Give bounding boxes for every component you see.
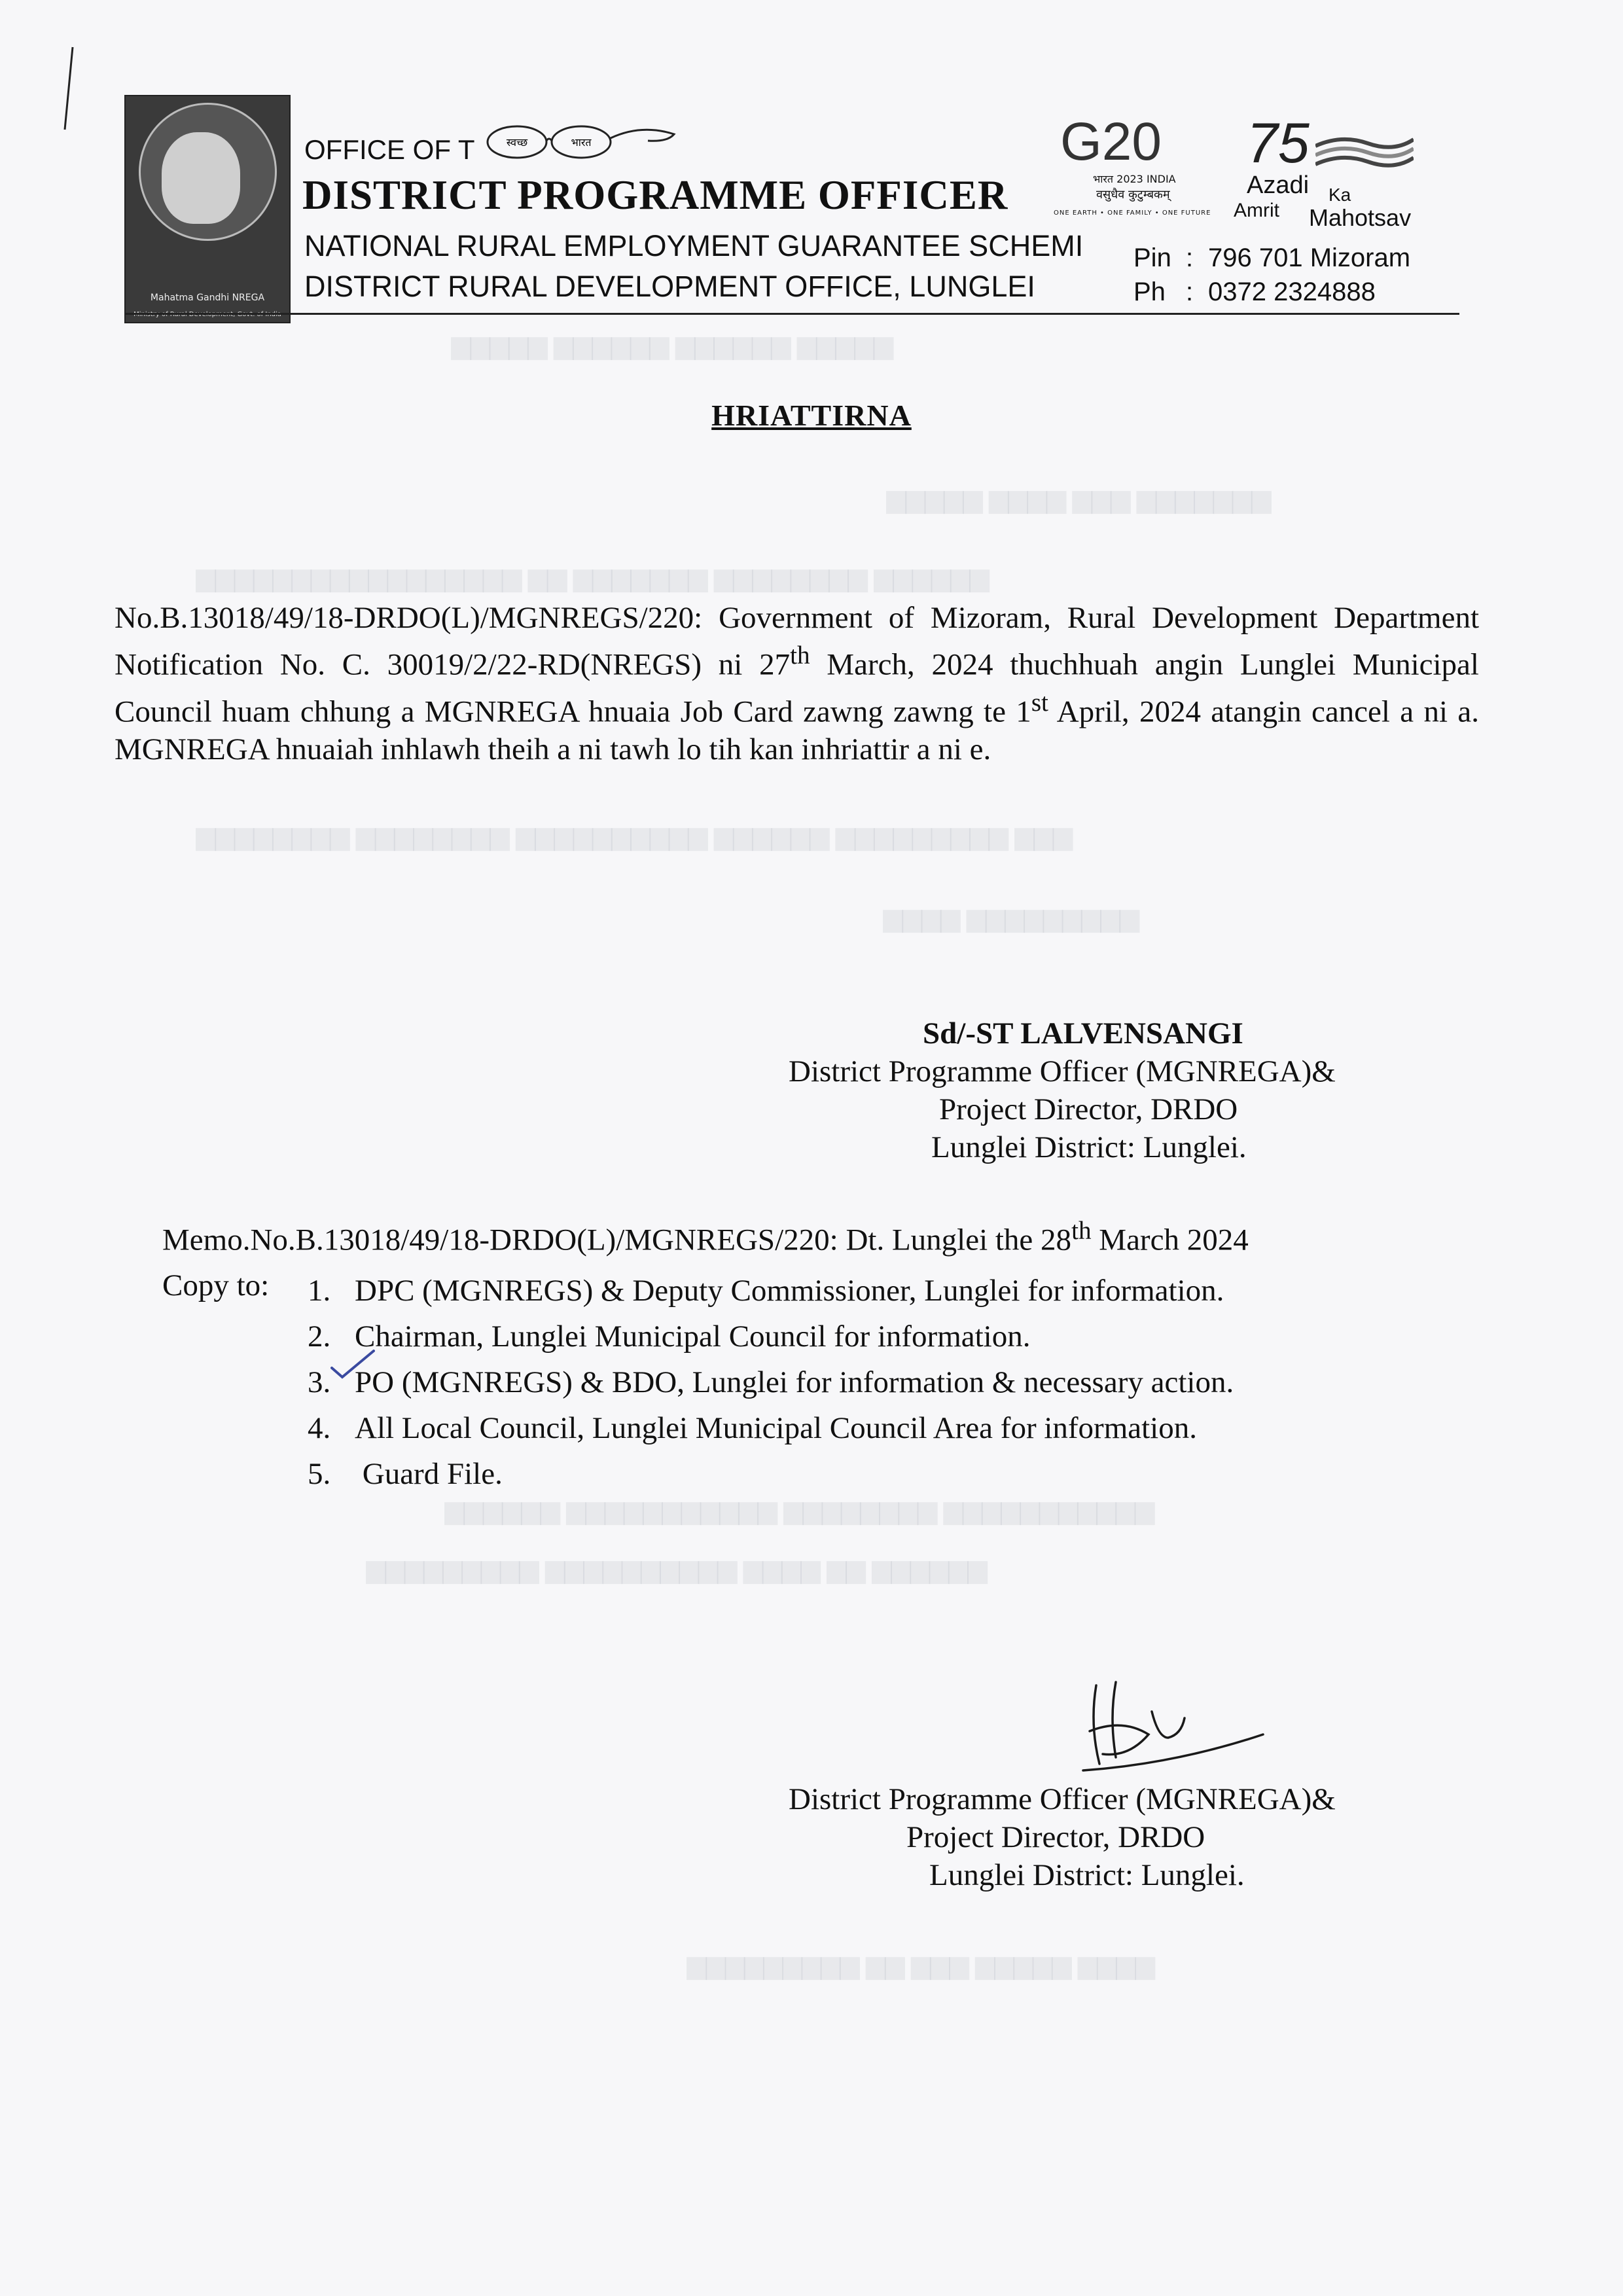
notice-body: [115, 599, 1479, 768]
azadi-75-logo: 75: [1247, 112, 1310, 175]
list-item: [308, 1405, 1234, 1451]
notice-text-part1: Government of Mizoram, Rural Development Department Notification No. C. 30019/2/22-RD(NREGS) ni 27: [115, 601, 1479, 682]
copy-to-label: Copy to:: [162, 1268, 270, 1302]
header-drdo-name: DISTRICT RURAL DEVELOPMENT OFFICE, LUNGLEI: [304, 270, 1035, 303]
bleed-through-shadow: ▆▆▆▆ ▆▆▆▆▆▆▆▆▆: [883, 905, 1139, 932]
swachh-left-text: स्वच्छ: [506, 136, 528, 149]
azadi-word: Azadi: [1247, 171, 1310, 199]
list-item-number: 4.: [308, 1411, 331, 1445]
list-item: [308, 1451, 1234, 1497]
phone-line: [1133, 278, 1376, 307]
g20-logo: G20: [1060, 112, 1162, 171]
document-title: HRIATTIRNA: [711, 399, 912, 432]
signatory-designation: District Programme Officer (MGNREGA)&: [789, 1054, 1336, 1088]
list-item-number: 1.: [308, 1274, 331, 1308]
notice-text-part3: April, 2024 atangin cancel a ni a. MGNREGA hnuaiah inhlawh theih a ni tawh lo tih kan inhriattir a ni e.: [115, 694, 1479, 767]
phone-value: 0372 2324888: [1208, 278, 1376, 306]
swachh-bharat-glasses-logo: [484, 121, 681, 160]
bleed-through-shadow: ▆▆▆▆▆ ▆▆▆▆ ▆▆▆ ▆▆▆▆▆▆▆: [887, 486, 1271, 513]
g20-year: भारत 2023 INDIA: [1093, 173, 1176, 185]
pin-value: 796 701 Mizoram: [1208, 243, 1411, 272]
list-item-number: 2.: [308, 1319, 331, 1354]
signatory-designation-2: Project Director, DRDO: [906, 1820, 1205, 1854]
g20-tagline: ONE EARTH • ONE FAMILY • ONE FUTURE: [1054, 209, 1211, 217]
bleed-through-shadow: ▆▆▆▆▆▆ ▆▆▆▆▆▆▆▆▆▆▆ ▆▆▆▆▆▆▆▆ ▆▆▆▆▆▆▆▆▆▆▆: [445, 1497, 1154, 1524]
notice-reference: No.B.13018/49/18-DRDO(L)/MGNREGS/220:: [115, 601, 703, 635]
list-item-text: PO (MGNREGS) & BDO, Lunglei for information & necessary action.: [355, 1365, 1234, 1399]
list-item-text: All Local Council, Lunglei Municipal Council Area for information.: [355, 1411, 1197, 1445]
list-item-number: 5.: [308, 1457, 331, 1491]
tricolour-wave-icon: [1315, 134, 1414, 173]
azadi-ka: Ka: [1329, 185, 1351, 205]
gandhi-portrait-icon: [162, 132, 240, 224]
list-item-text: Guard File.: [355, 1457, 503, 1491]
notice-sup-th: th: [790, 641, 810, 670]
pin-separator: :: [1186, 243, 1194, 272]
handwritten-signature: [1018, 1672, 1266, 1784]
notice-text-part2: March, 2024 thuchhuah angin Lunglei Municipal Council huam chhung a MGNREGA hnuaia Job Card zawng zawng te 1: [115, 647, 1479, 729]
list-item-text: Chairman, Lunglei Municipal Council for information.: [355, 1319, 1031, 1354]
bleed-through-shadow: ▆▆▆▆▆▆▆▆▆▆▆▆▆▆▆▆▆ ▆▆ ▆▆▆▆▆▆▆ ▆▆▆▆▆▆▆▆ ▆▆▆▆▆▆: [196, 564, 990, 592]
memo-text: Memo.No.B.13018/49/18-DRDO(L)/MGNREGS/220: Dt. Lunglei the 28: [162, 1223, 1072, 1257]
header-office-title: DISTRICT PROGRAMME OFFICER: [302, 172, 1008, 218]
notice-sup-st: st: [1031, 688, 1048, 717]
list-item-number: 3.: [308, 1365, 331, 1399]
signatory-designation-2: Project Director, DRDO: [939, 1092, 1238, 1126]
phone-separator: :: [1186, 278, 1194, 306]
header-office-of: OFFICE OF T: [304, 134, 475, 165]
memo-line: [162, 1216, 1249, 1258]
signatory-block-2: [789, 1780, 1476, 1894]
g20-motto: वसुधैव कुटुम्बकम्: [1096, 188, 1170, 202]
letterhead-divider: [124, 313, 1459, 315]
bleed-through-shadow: ▆▆▆▆▆▆▆▆▆ ▆▆ ▆▆▆ ▆▆▆▆▆ ▆▆▆▆: [687, 1952, 1155, 1979]
mgnrega-logo: [124, 95, 291, 323]
list-item: [308, 1314, 1234, 1359]
list-item: [308, 1268, 1234, 1314]
pen-stroke-mark: [62, 46, 75, 131]
swachh-right-text: भारत: [571, 136, 592, 149]
pin-code-line: [1133, 243, 1410, 273]
handwritten-tick-icon: [330, 1348, 376, 1380]
bleed-through-shadow: ▆▆▆▆▆▆▆▆▆ ▆▆▆▆▆▆▆▆▆▆ ▆▆▆▆ ▆▆ ▆▆▆▆▆▆: [366, 1556, 988, 1583]
pin-label: Pin: [1133, 243, 1171, 272]
signatory-district: Lunglei District: Lunglei.: [931, 1130, 1247, 1164]
phone-label: Ph: [1133, 278, 1166, 306]
bleed-through-shadow: ▆▆▆▆▆ ▆▆▆▆▆▆ ▆▆▆▆▆▆ ▆▆▆▆▆: [452, 332, 893, 359]
memo-sup: th: [1071, 1217, 1092, 1245]
signatory-designation: District Programme Officer (MGNREGA)&: [789, 1782, 1336, 1816]
logo-caption: Mahatma Gandhi NREGA: [150, 293, 265, 303]
copy-to-list: [308, 1268, 1234, 1497]
signatory-block-1: [789, 1014, 1476, 1166]
signatory-name: Sd/-ST LALVENSANGI: [923, 1016, 1243, 1050]
signatory-district: Lunglei District: Lunglei.: [929, 1858, 1245, 1892]
azadi-mahotsav: Mahotsav: [1309, 204, 1412, 231]
azadi-amrit: Amrit: [1234, 200, 1279, 221]
header-scheme-name: NATIONAL RURAL EMPLOYMENT GUARANTEE SCHEMI: [304, 229, 1084, 262]
list-item: [308, 1359, 1234, 1405]
bleed-through-shadow: ▆▆▆▆▆▆▆▆ ▆▆▆▆▆▆▆▆ ▆▆▆▆▆▆▆▆▆▆ ▆▆▆▆▆▆ ▆▆▆▆▆▆▆▆▆ ▆▆▆: [196, 823, 1073, 850]
memo-date-end: March 2024: [1091, 1223, 1249, 1257]
list-item-text: DPC (MGNREGS) & Deputy Commissioner, Lunglei for information.: [355, 1274, 1224, 1308]
